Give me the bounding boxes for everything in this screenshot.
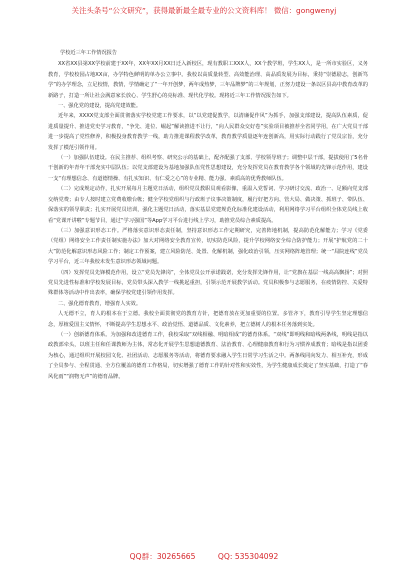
paragraph-actions: （二）完成规定动作，扎实开展每月主题党日活动，组织党员教职员观看影像，重温入党誓词、学习研讨交流、政治一、足额向党支部交纳党费；由专人按时建立党费收缴台帐；健全学校党组织与行政班子议事决策制度，履行好把方向、管大局、做决策、抓班子、带队伍、保落实的领导职责；扎实开展党员培训，强化主题党日活动，落实基层党建规范化标准化建设活动，利用网络学习平台组织全体党员线上收看“党课开讲啦”专题节目，通过“学习强国”等App学习平台进行线上学习，助推党员综合素质提高。 (48, 186, 368, 224)
paragraph-party: 近年来，XXXX党支部全面贯彻落实学校党建工作要求，以“以党建促教学，以清廉促作风”为抓手，加强支部建设，提高队伍素质，促进质量提升、推进党史学习教育，“争先、进位、崛起”解读推进不让行，“向人民群众交好卷”实验项目被推荐全省同学用，在广大党员干部进一步提高了党性修养，积极投身教育教学一线，助力推进课程教学改革，教育教学质量逐年连创新高，用实际行动践行了党员宗旨，充分发挥了模范引领作用。 (48, 113, 368, 151)
paragraph-team: （一）加强队伍建设。在民主推荐、组织考察、研究公示的基础上，配齐配强了支部、学校领导班子；调整中层干部，提拔使用了5名骨干创新的年青年干部充实中层队伍；以党支部建设为基地加强队伍党性思想建设，充分发挥党员在教育教学各个领域的先锋示范作用，建设一支“有理想信念、有道德情操、有扎实知识、有仁爱之心”的专业精、能力强、素质高的优秀教师队伍。 (48, 155, 368, 182)
section-heading-moral: 二、强化德育教育，增强育人实效。 (58, 300, 142, 307)
qq-group-label: QQ群：30265665 (129, 552, 196, 561)
document-title: 学校近三年工作情况报告 (60, 50, 118, 56)
footer-contact (0, 550, 408, 576)
header-banner: 关注头条号“公文研究”，获得最新最全最专业的公文资料库！ 微信：gongwenyj (0, 0, 408, 26)
paragraph-system: （一）创新德育体系。为加强和改进德育工作，我校采取“双线相融、明暗相成”的德育体系。“双线”即明线和暗线两条线，明线是指以政教部牵头，以班主任和任课教师为主体，常态化开展学生思想道德教育、法治教育、心理健康教育和行为习惯养成教育；暗线是指以团委为核心，通过组织开展校园文化、社团活动、志愿服务等活动，将德育要求融入学生日常学习生活之中。两条线同向发力、相互补充，形成了全员参与、全程贯通、全方位覆盖的德育工作格局，切实增强了德育工作的针对性和实效性，为学生健康成长奠定了坚实基础，打造了“春风化雨”“润物无声”的德育品牌。 (48, 331, 368, 380)
paragraph-pioneer: （四）发挥党员先锋模范作用，设立“党员先锋岗”，全体党员公开承诺践诺，充分发挥先锋作用，让“党旗在基层一线高高飘扬”；对照党员先进性标准和学校发展目标，党员带头深入教学一线挑起重担，引领示范开展教学活动。党员积极参与志愿服务，在疫情防控、关爱特殊群体等活动中作出表率，确保学校党建引领作用发挥。 (48, 269, 368, 297)
paragraph-intro: XX省XX县第XX学校前建于XX年，XX年XX月XX日迁入新校区，现有教职工XXX人，XX个教学班，学生XX人，是一所市实验区，义务教育，学校校园占地XX亩，办学特色鲜明的单办公立事中。我校以高质量转型、高效能治理、高品质发展为目标，秉持“崇德励志，创新笃学”的办学理念，立足校情，教情，学情确定了“一年开创梦，两年成热梦，三年品牌梦”的三年规划，正努力建设一条以区县高中教育改革的新路子，打造一所让社会满意家长放心、学生舒心的亮标准、现代化学校。现将近三年工作情况报告如下。 (48, 61, 368, 99)
paragraph-ideology: （三）加强意识形态工作。严格落实意识形态责任制，坚持意识形态工作定期研究，完善阵地机制，提高防范化解能力；学习《党委（党组）网络安全工作责任制实施办法》加大对网络安全教育宣传，切实防范风险，提升学校网络安全综合防护能力；开展“护航党的二十大”防范化解意识形态风险工作；制定工作预案，建立风险防范、处置、化解机制，强化政治引领，压实网络阵地管理；统一“局院连线”党员学习平台，近三年我校未发生意识形态领域问题。 (48, 227, 368, 266)
document-body (48, 48, 368, 543)
qq-label: QQ: 535304092 (217, 552, 279, 561)
paragraph-moral: 人无德不立，育人的根本在于立德。我校全面贯彻党的教育方针，把德育放在更加重要的位置。多管齐下，教育引导学生坚定理想信念，厚植爱国主义情怀，不断提高学生思想水平、政治觉悟、道德品质、文化素养，把立德树人的根本任务落到实处。 (48, 311, 368, 328)
section-heading-party: 一、强化党的建设，提高党建效能。 (58, 103, 142, 110)
